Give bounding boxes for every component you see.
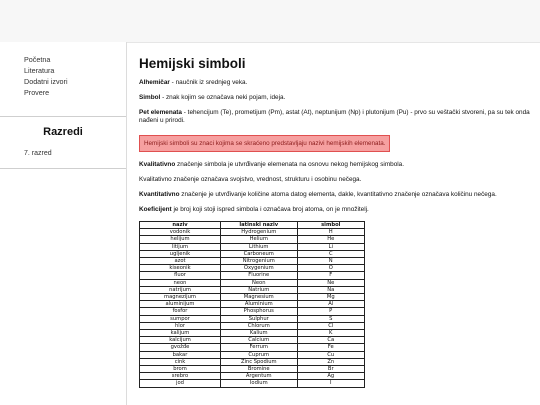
info-alert: Hemijski simboli su znaci kojima se skraćeno predstavljaju nazivi hemijskih elemenata. <box>139 135 390 152</box>
table-row <box>140 236 365 243</box>
table-cell: Ferrum <box>221 344 298 351</box>
table-cell: hlor <box>140 322 221 329</box>
definition: - tehencijum (Te), prometijum (Pm), astat (At), neptunijum (Np) i plutonijum (Pu) - prvo su veštački stvoreni, pa su tek onda nađeni u prirodi. <box>139 109 530 124</box>
table-row <box>140 294 365 301</box>
table-row <box>140 358 365 365</box>
nav-item-pocetna[interactable]: Početna <box>24 55 51 64</box>
table-cell: Lithium <box>221 243 298 250</box>
table-cell: litijum <box>140 243 221 250</box>
page-title: Hemijski simboli <box>139 56 246 71</box>
table-cell: ugljenik <box>140 250 221 257</box>
column-header: latinski naziv <box>221 222 298 229</box>
table-row <box>140 250 365 257</box>
nav-item-literatura[interactable]: Literatura <box>24 66 55 75</box>
term: Koeficijent <box>139 206 172 213</box>
table-cell: Oxygenium <box>221 265 298 272</box>
nav-item-dodatni-izvori[interactable]: Dodatni izvori <box>24 77 68 86</box>
table-cell: H <box>297 229 365 236</box>
elements-table <box>139 221 365 388</box>
paragraph-kvantitativno <box>139 191 534 199</box>
table-row <box>140 243 365 250</box>
table-row <box>140 322 365 329</box>
sidebar-divider <box>0 116 126 117</box>
table-cell: brom <box>140 366 221 373</box>
table-cell: Phosphorus <box>221 308 298 315</box>
sidebar-item-grade-7[interactable]: 7. razred <box>24 150 52 157</box>
table-cell: aluminijum <box>140 301 221 308</box>
definition: značenje je utvrđivanje količine atoma datog elementa, dakle, kvantitativno značenje označava količinu nečega. <box>179 191 497 198</box>
table-cell: Kalium <box>221 330 298 337</box>
table-cell: Fe <box>297 344 365 351</box>
main-content <box>139 42 534 388</box>
definition: je broj koji stoji ispred simbola i označava broj atoma, on je množitelj. <box>171 206 369 213</box>
table-cell: Ca <box>297 337 365 344</box>
table-cell: Zn <box>297 358 365 365</box>
definition: - naučnik iz srednjeg veka. <box>169 79 248 86</box>
table-cell: He <box>297 236 365 243</box>
table-cell: kalijum <box>140 330 221 337</box>
table-cell: I <box>297 380 365 387</box>
table-cell: vodonik <box>140 229 221 236</box>
table-row <box>140 373 365 380</box>
table-row <box>140 272 365 279</box>
table-cell: natrijum <box>140 286 221 293</box>
table-cell: Bromine <box>221 366 298 373</box>
term: Pet elemenata <box>139 109 182 116</box>
column-header: naziv <box>140 222 221 229</box>
table-cell: P <box>297 308 365 315</box>
paragraph-pet-elemenata <box>139 109 534 125</box>
table-cell: cink <box>140 358 221 365</box>
table-cell: Iodium <box>221 380 298 387</box>
table-cell: Cl <box>297 322 365 329</box>
table-cell: O <box>297 265 365 272</box>
table-cell: Ne <box>297 279 365 286</box>
table-row <box>140 344 365 351</box>
table-cell: Neon <box>221 279 298 286</box>
term: Alhemičar <box>139 79 170 86</box>
table-cell: S <box>297 315 365 322</box>
table-cell: Mg <box>297 294 365 301</box>
table-cell: Br <box>297 366 365 373</box>
sidebar <box>0 42 127 405</box>
sidebar-divider <box>0 168 126 169</box>
table-cell: K <box>297 330 365 337</box>
table-row <box>140 366 365 373</box>
column-header: simbol <box>297 222 365 229</box>
table-row <box>140 265 365 272</box>
table-cell: Sulphur <box>221 315 298 322</box>
table-cell: Ag <box>297 373 365 380</box>
table-cell: Carboneum <box>221 250 298 257</box>
table-cell: jod <box>140 380 221 387</box>
table-row <box>140 258 365 265</box>
table-row <box>140 351 365 358</box>
table-cell: sumpor <box>140 315 221 322</box>
table-cell: F <box>297 272 365 279</box>
table-cell: Nitrogenium <box>221 258 298 265</box>
paragraph-simbol <box>139 94 534 102</box>
paragraph-koeficijent <box>139 206 534 214</box>
term: Simbol <box>139 94 161 101</box>
table-cell: Magnesium <box>221 294 298 301</box>
table-cell: Cuprum <box>221 351 298 358</box>
table-cell: srebro <box>140 373 221 380</box>
table-cell: bakar <box>140 351 221 358</box>
table-cell: gvožđe <box>140 344 221 351</box>
table-cell: C <box>297 250 365 257</box>
table-cell: fosfor <box>140 308 221 315</box>
paragraph-alhemicar <box>139 79 534 87</box>
table-cell: Fluorine <box>221 272 298 279</box>
table-cell: Hydrogenium <box>221 229 298 236</box>
nav-menu <box>24 54 126 98</box>
table-cell: azot <box>140 258 221 265</box>
table-row <box>140 279 365 286</box>
table-row <box>140 301 365 308</box>
term: Kvalitativno <box>139 161 176 168</box>
top-bar <box>0 0 540 43</box>
table-row <box>140 380 365 387</box>
table-cell: Na <box>297 286 365 293</box>
nav-item-provere[interactable]: Provere <box>24 88 50 97</box>
definition: značenje simbola je utvrđivanje elemenata na osnovu nekog hemijskog simbola. <box>175 161 405 168</box>
table-cell: Chlorum <box>221 322 298 329</box>
table-cell: Aluminium <box>221 301 298 308</box>
table-cell: Helium <box>221 236 298 243</box>
table-cell: Calcium <box>221 337 298 344</box>
paragraph-kvalitativno <box>139 161 534 169</box>
table-cell: Al <box>297 301 365 308</box>
table-cell: Li <box>297 243 365 250</box>
sidebar-heading: Razredi <box>43 126 83 138</box>
paragraph-kvalitativno-2: Kvalitativno značenje označava svojstvo, vrednost, strukturu i osobinu nečega. <box>139 176 362 183</box>
table-cell: Argentum <box>221 373 298 380</box>
table-row <box>140 315 365 322</box>
table-row <box>140 330 365 337</box>
table-cell: neon <box>140 279 221 286</box>
table-header-row <box>140 222 365 229</box>
table-cell: Zinc Spodium <box>221 358 298 365</box>
table-cell: Cu <box>297 351 365 358</box>
table-row <box>140 286 365 293</box>
definition: - znak kojim se označava neki pojam, ideja. <box>160 94 286 101</box>
table-cell: kiseonik <box>140 265 221 272</box>
table-cell: Natrium <box>221 286 298 293</box>
table-cell: kalcijum <box>140 337 221 344</box>
table-row <box>140 229 365 236</box>
table-cell: N <box>297 258 365 265</box>
term: Kvantitativno <box>139 191 180 198</box>
table-cell: helijum <box>140 236 221 243</box>
table-row <box>140 308 365 315</box>
table-cell: fluor <box>140 272 221 279</box>
table-cell: magnezijum <box>140 294 221 301</box>
table-row <box>140 337 365 344</box>
